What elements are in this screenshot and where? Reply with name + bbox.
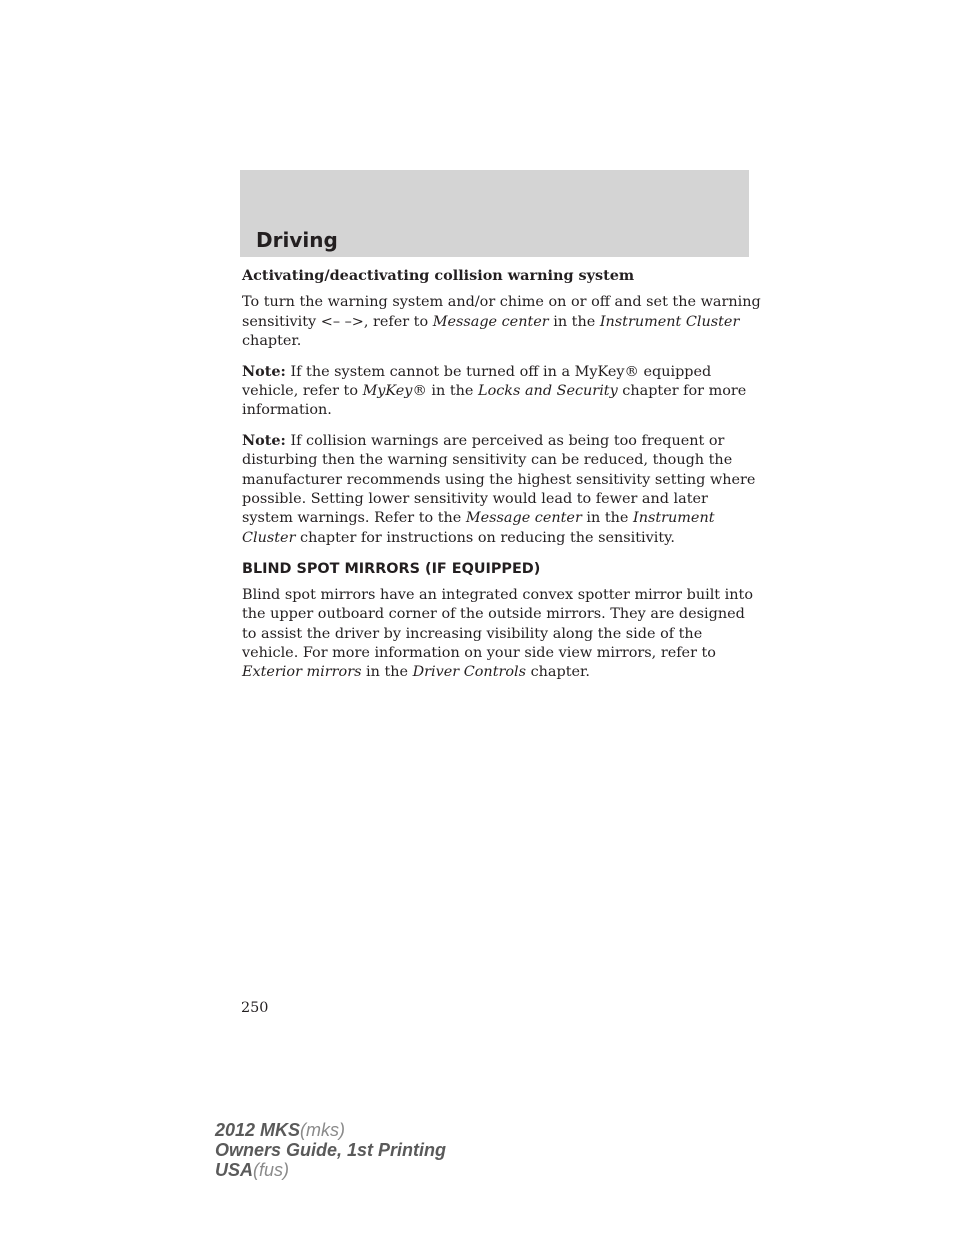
section-heading: BLIND SPOT MIRRORS (IF EQUIPPED): [242, 561, 541, 578]
note-text: chapter for instructions on reducing the sensitivity.: [295, 529, 675, 546]
paragraph-activation: [242, 293, 762, 351]
footer-market-code: (fus): [253, 1160, 290, 1180]
footer-model: 2012 MKS: [215, 1120, 301, 1140]
footer-line-guide: Owners Guide, 1st Printing: [215, 1140, 447, 1160]
page-body: [242, 266, 762, 693]
subheading: Activating/deactivating collision warning system: [242, 267, 635, 284]
note-text: chapter for more information.: [242, 383, 747, 419]
page-number: 250: [241, 1000, 269, 1016]
note-mykey: [242, 362, 762, 421]
reference-exterior-mirrors: Exterior mirrors: [242, 664, 362, 681]
reference-message-center: Message center: [432, 313, 549, 330]
footer-model-code: (mks): [300, 1120, 346, 1140]
note-text: in the: [426, 383, 479, 400]
footer-market: USA: [215, 1160, 254, 1180]
footer-line-market: [215, 1160, 446, 1180]
chapter-title: Driving: [256, 228, 338, 252]
chapter-header: [240, 170, 749, 257]
paragraph-text: Blind spot mirrors have an integrated convex spotter mirror built into the upper outboard corner of the outside mirrors. They are designed to assist the driver by increasing visibility along the side of the vehicle. For more information on your side view mirrors, refer to: [242, 586, 753, 661]
reference-instrument-cluster: Instrument Cluster: [599, 313, 740, 330]
paragraph-text: in the: [361, 664, 413, 681]
note-text: If collision warnings are perceived as being too frequent or disturbing then the warning sensitivity can be reduced, though the manufacturer recommends using the highest sensitivity setting where possible. Setting lower sensitivity would lead to fewer and later system warnings. Refer to the: [242, 432, 756, 527]
reference-instrument-cluster: Instrument Cluster: [242, 510, 715, 546]
paragraph-text: chapter.: [242, 333, 302, 350]
note-label: Note:: [242, 431, 286, 449]
paragraph-blind-spot: [242, 586, 762, 683]
note-sensitivity: [242, 431, 762, 548]
note-label: Note:: [242, 362, 286, 380]
paragraph-text: chapter.: [526, 664, 590, 681]
note-text: in the: [581, 510, 634, 527]
paragraph-text: in the: [548, 313, 600, 330]
paragraph-text: To turn the warning system and/or chime on or off and set the warning sensitivity <– –>, refer to: [242, 294, 761, 330]
reference-mykey: MyKey®: [362, 383, 427, 400]
print-footer: [215, 1120, 446, 1180]
note-text: If the system cannot be turned off in a MyKey® equipped vehicle, refer to: [242, 363, 712, 400]
reference-driver-controls: Driver Controls: [412, 664, 527, 681]
footer-line-model: [215, 1120, 446, 1140]
reference-message-center: Message center: [465, 510, 582, 527]
reference-locks-and-security: Locks and Security: [478, 383, 618, 400]
